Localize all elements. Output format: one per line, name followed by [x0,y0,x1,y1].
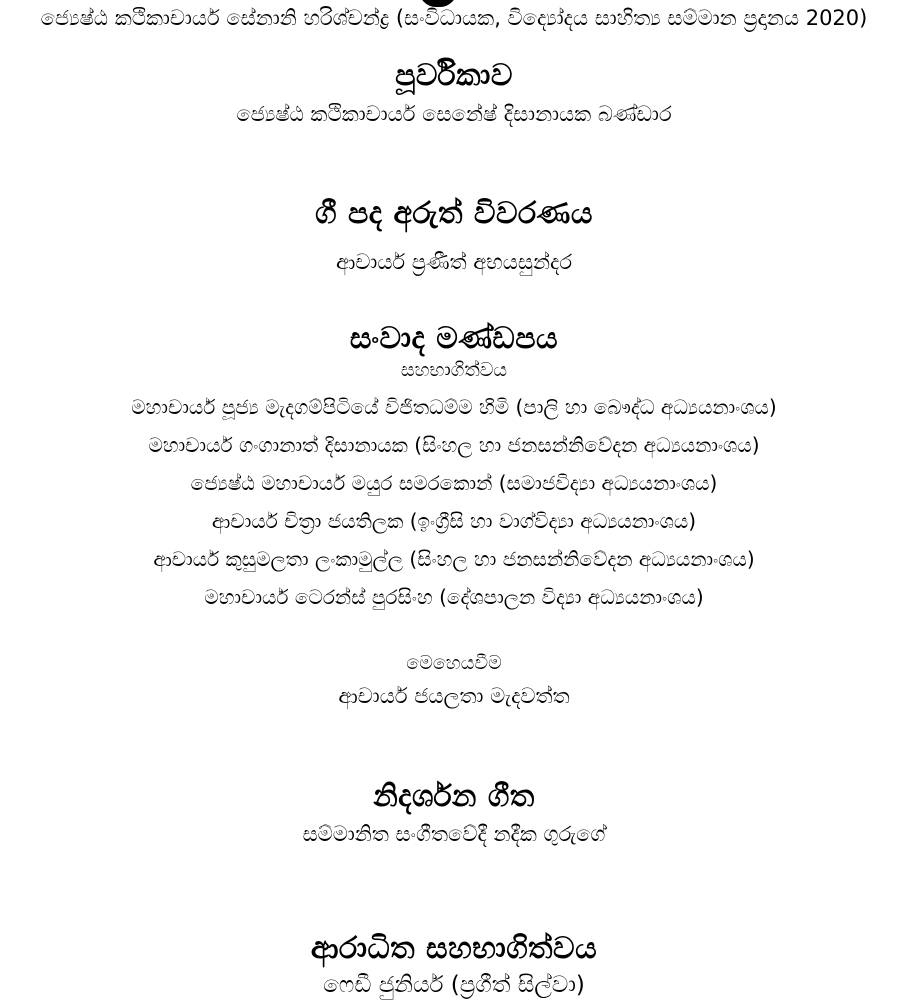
panel-member: මහාචාර්ය ගංගානාත් දිසානායක (සිංහල හා ජනසන්නිවේදන අධ්‍යයනාංශය) [148,433,760,457]
invited-guest-name: ෆෙඩී ජුනියර් (ප්‍රගීත් සිල්වා) [323,972,585,998]
organizer-line: ජ්‍යෙෂ්ඨ කථිකාචාර්ය සේනානි හරිශ්චන්ද්‍ර (සංවිධායක, විද්‍යෝදය සාහිත්‍ය සම්මාන ප්‍රදානය 2020) [40,6,868,30]
panel-member: ජ්‍යෙෂ්ඨ මහාචාර්ය මයුර සමරකොන් (සමාජවිද්‍යා අධ්‍යයනාංශය) [190,471,718,495]
preface-presenter-name: ජ්‍යෙෂ්ඨ කථිකාචාර්ය සෙනේෂ් දිසානායක බණ්ඩාර [236,102,672,126]
demo-songs-heading: නිදර්ශන ගීත [373,779,535,814]
panel-member: ආචාර්ය චිත්‍රා ජයතිලක (ඉංග්‍රීසි හා වාග්විද්‍යා අධ්‍යයනාංශය) [211,509,697,533]
invited-participation-heading: ආරාධිත සහභාගිත්වය [310,931,598,966]
panel-subheading: සහභාගිත්වය [400,359,508,381]
lyric-analysis-heading: ගී පද අරුත් විවරණය [315,196,593,231]
panel-members-list [0,388,908,616]
moderator-name: ආචාර්ය ජයලතා මැදවත්ත [338,684,570,708]
panel-heading: සංවාද මණ්ඩපය [349,321,559,356]
preface-heading: පූර්විකාව [395,58,513,93]
lyric-analysis-presenter-name: ආචාර්ය ප්‍රණීත් අභයසුන්දර [335,250,573,274]
demo-songs-artist-name: සම්මානිත සංගීතවේදී නදීක ගුරුගේ [302,822,606,846]
panel-member: ආචාර්ය කුසුමලතා ලංකාමුල්ල (සිංහල හා ජනසන්නිවේදන අධ්‍යයනාංශය) [153,547,755,571]
panel-member: මහාචාර්ය ටෙරන්ස් පුරසිංහ (දේශපාලන විද්‍යා අධ්‍යයනාංශය) [204,585,704,609]
moderation-label: මෙහෙයවීම [406,652,502,674]
panel-member: මහාචාර්ය පූජ්‍ය මැදගම්පිටියේ විජිතධම්ම හිමි (පාලි හා බෞද්ධ අධ්‍යයනාංශය) [131,395,777,419]
